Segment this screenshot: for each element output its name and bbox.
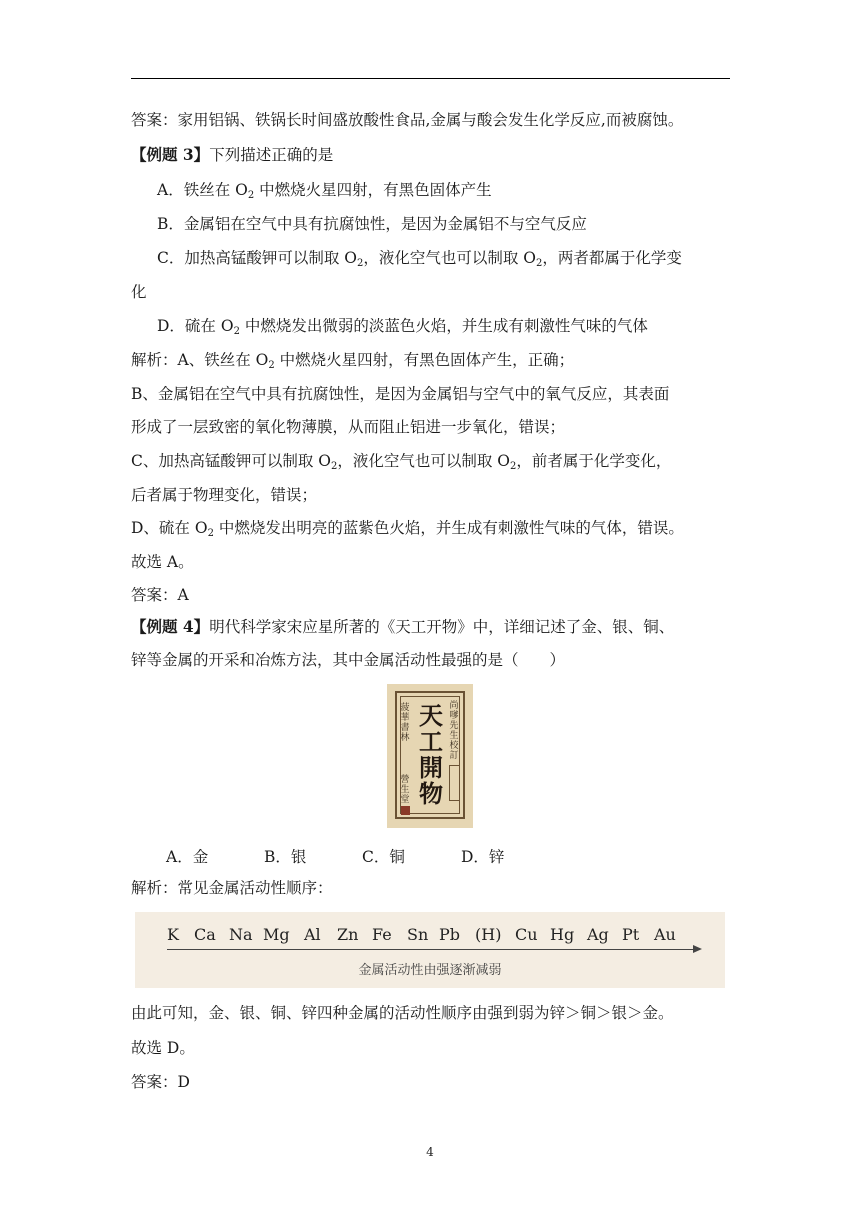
cover-right-column: 尚嗲先生校訂 — [449, 701, 459, 761]
subscript: 2 — [357, 258, 364, 269]
text: ，前者属于化学变化， — [516, 452, 672, 470]
example-4-option-a: A．金 — [166, 848, 209, 866]
subscript: 2 — [510, 461, 517, 472]
text: 中燃烧火星四射，有黑色固体产生，正确； — [274, 351, 575, 369]
example-3-tag: 【例题 3】 — [131, 145, 210, 164]
example-4-option-d: D．锌 — [461, 848, 505, 866]
analysis-b-2: 形成了一层致密的氧化物薄膜，从而阻止铝进一步氧化，错误； — [131, 418, 566, 436]
cover-title-char: 天 — [419, 701, 443, 730]
text: D．硫在 O — [157, 317, 234, 335]
analysis-d — [131, 518, 684, 538]
example-3-option-a — [157, 180, 492, 200]
metal-symbol: Ca — [194, 925, 216, 944]
metal-symbol: Au — [654, 925, 676, 944]
activity-arrow-line — [167, 949, 695, 950]
choose-d-line: 故选 D。 — [131, 1039, 195, 1057]
cover-title — [417, 703, 445, 807]
subscript: 2 — [268, 360, 275, 371]
metal-symbol: Pb — [439, 925, 461, 944]
analysis-4-line: 解析：常见金属活动性顺序： — [131, 879, 333, 897]
subscript: 2 — [331, 461, 338, 472]
analysis-b-1: B、金属铝在空气中具有抗腐蚀性，是因为金属铝与空气中的氧气反应，其表面 — [131, 385, 670, 403]
cover-title-char: 工 — [419, 727, 443, 756]
example-3-option-c — [157, 248, 682, 268]
answer-a-line: 答案：A — [131, 586, 189, 604]
metal-symbols-row — [135, 925, 725, 945]
analysis-c-2: 后者属于物理变化，错误； — [131, 486, 318, 504]
analysis-a — [131, 350, 574, 370]
metal-symbol: Pt — [622, 925, 640, 944]
answer-d-line: 答案：D — [131, 1073, 190, 1091]
choose-a-line: 故选 A。 — [131, 553, 194, 571]
activity-series-label: 金属活动性由强逐渐减弱 — [358, 963, 502, 978]
metal-symbol: Hg — [550, 925, 575, 944]
text: A．铁丝在 O — [157, 181, 248, 199]
metal-symbol: (H) — [475, 925, 502, 944]
subscript: 2 — [233, 326, 240, 337]
cover-title-char: 物 — [419, 779, 443, 808]
example-3-option-d — [157, 316, 648, 336]
text: C、加热高锰酸钾可以制取 O — [131, 452, 331, 470]
example-3-option-b: B．金属铝在空气中具有抗腐蚀性，是因为金属铝不与空气反应 — [157, 215, 587, 233]
example-3-question — [131, 145, 333, 165]
cover-frame — [395, 691, 465, 819]
text: ，液化空气也可以制取 O — [363, 249, 537, 267]
tiangong-kaiwu-cover-image — [387, 684, 473, 828]
subscript: 2 — [207, 528, 214, 539]
cover-left-column-2: 營生堂 — [400, 775, 410, 805]
text: 解析：A、铁丝在 O — [131, 351, 269, 369]
text: ，液化空气也可以制取 O — [337, 452, 511, 470]
cover-right-box — [449, 765, 460, 801]
text: 中燃烧发出明亮的蓝紫色火焰，并生成有刺激性气味的气体，错误。 — [213, 519, 684, 537]
metal-symbol: Al — [304, 925, 321, 944]
conclusion-line: 由此可知，金、银、铜、锌四种金属的活动性顺序由强到弱为锌＞铜＞银＞金。 — [131, 1004, 674, 1022]
metal-symbol: K — [167, 925, 179, 944]
metal-symbol: Na — [229, 925, 253, 944]
metal-activity-series-figure — [135, 912, 725, 988]
subscript: 2 — [536, 258, 543, 269]
subscript: 2 — [247, 190, 255, 201]
cover-left-column: 菠華書林 — [400, 703, 410, 743]
cover-seal-stamp — [401, 806, 410, 815]
example-4-tag: 【例题 4】 — [131, 617, 210, 636]
header-rule — [131, 78, 730, 79]
example-3-text: 下列描述正确的是 — [209, 146, 334, 164]
example-4-question-2: 锌等金属的开采和冶炼方法，其中金属活动性最强的是（ ） — [131, 651, 566, 669]
metal-symbol: Zn — [337, 925, 359, 944]
text: D、硫在 O — [131, 519, 208, 537]
answer-line-1: 答案：家用铝锅、铁锅长时间盛放酸性食品,金属与酸会发生化学反应,而被腐蚀。 — [131, 111, 684, 129]
metal-symbol: Cu — [515, 925, 538, 944]
text: 中燃烧发出微弱的淡蓝色火焰，并生成有刺激性气味的气体 — [239, 317, 648, 335]
activity-arrow-head — [693, 945, 702, 953]
text: ，两者都属于化学变 — [542, 249, 682, 267]
metal-symbol: Ag — [587, 925, 609, 944]
text: 中燃烧火星四射，有黑色固体产生 — [254, 181, 492, 199]
example-4-text: 明代科学家宋应星所著的《天工开物》中，详细记述了金、银、铜、 — [209, 618, 675, 636]
analysis-c-1 — [131, 451, 671, 471]
page-number: 4 — [426, 1145, 434, 1159]
metal-symbol: Sn — [407, 925, 429, 944]
cover-title-char: 開 — [419, 753, 443, 782]
example-4-option-c: C．铜 — [362, 848, 405, 866]
metal-symbol: Fe — [372, 925, 392, 944]
metal-symbol: Mg — [263, 925, 290, 944]
example-4-option-b: B．银 — [264, 848, 307, 866]
example-4-question-1 — [131, 617, 674, 637]
text: C．加热高锰酸钾可以制取 O — [157, 249, 357, 267]
example-3-option-c-cont: 化 — [131, 283, 147, 301]
